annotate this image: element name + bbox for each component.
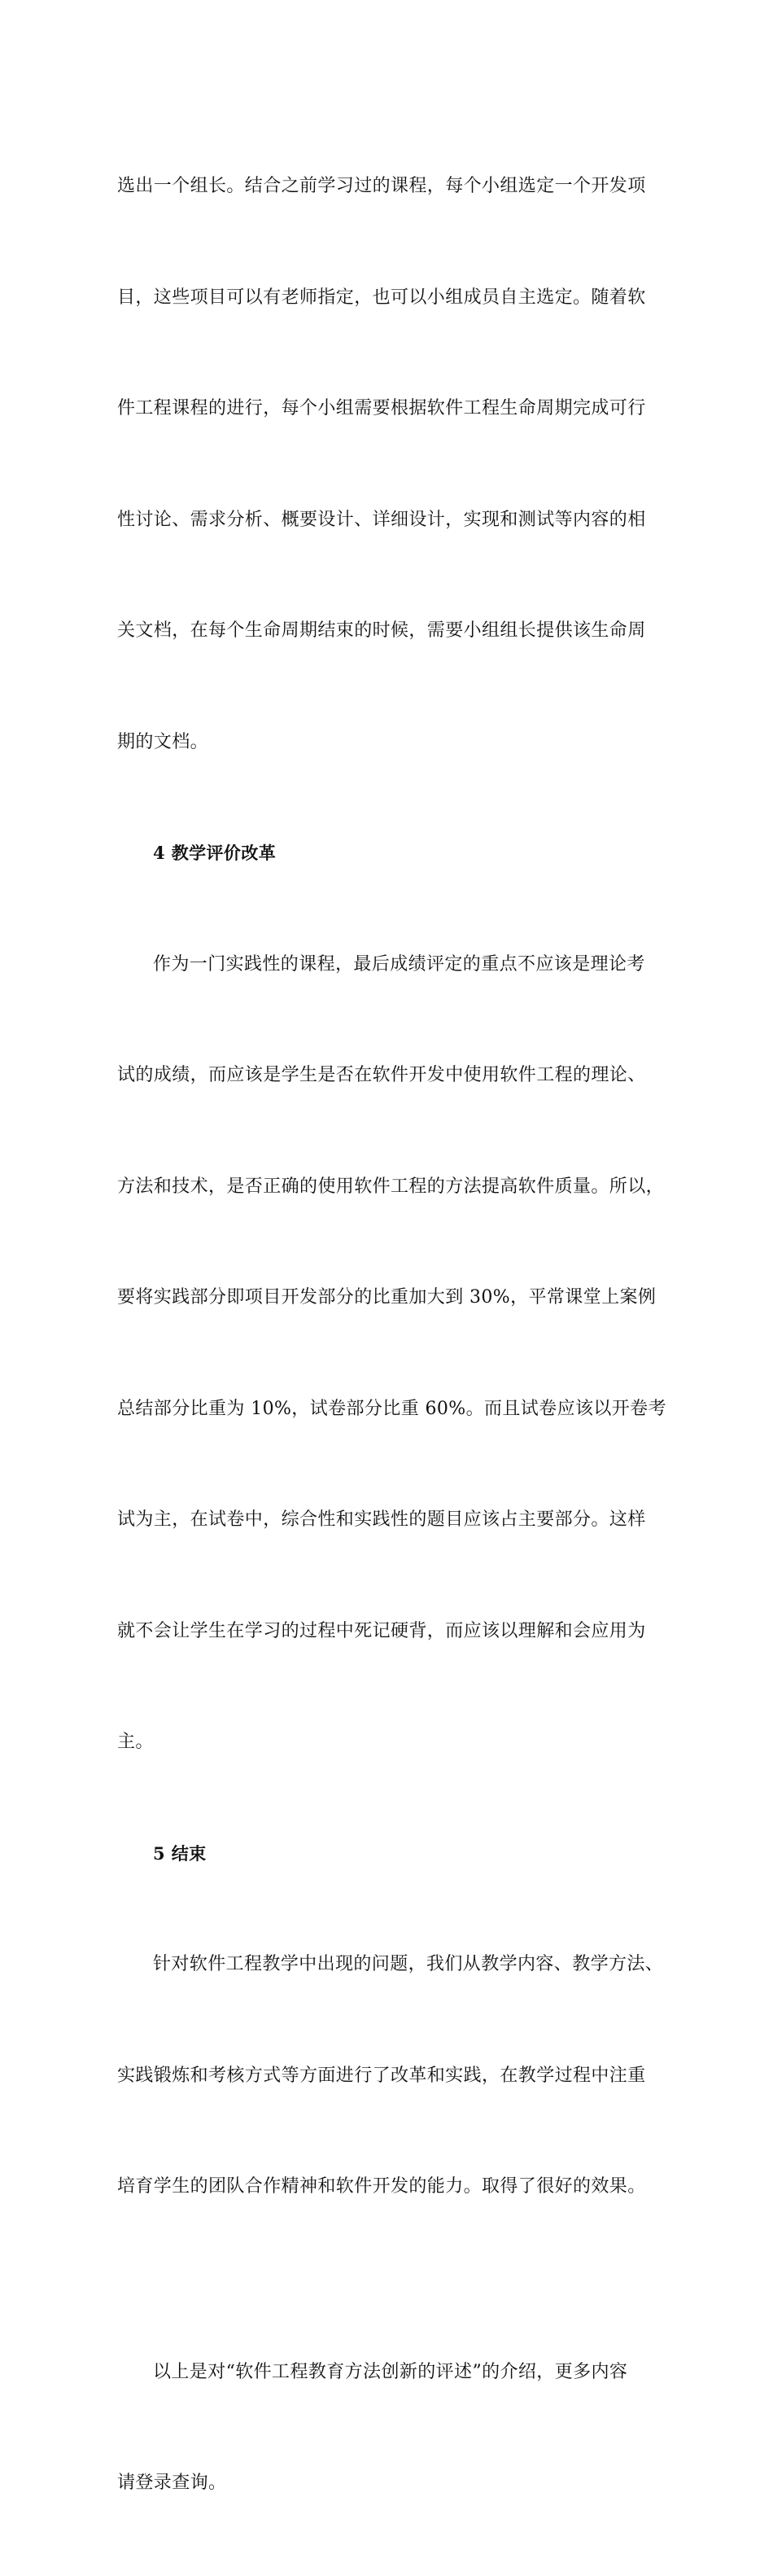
text-line: 针对软件工程教学中出现的问题，我们从教学内容、教学方法、	[153, 1954, 664, 1974]
section-heading-evaluation-reform: 4 教学评价改革	[153, 843, 277, 863]
text-line: 方法和技术，是否正确的使用软件工程的方法提高软件质量。所以，	[117, 1176, 665, 1197]
text-line: 期的文档。	[117, 731, 209, 752]
text-line: 目，这些项目可以有老师指定，也可以小组成员自主选定。随着软	[117, 287, 646, 308]
text-line: 要将实践部分即项目开发部分的比重加大到 30%，平常课堂上案例	[117, 1287, 657, 1308]
text-line: 关文档，在每个生命周期结束的时候，需要小组组长提供该生命周	[117, 620, 646, 641]
text-line: 总结部分比重为 10%，试卷部分比重 60%。而且试卷应该以开卷考	[117, 1398, 666, 1419]
text-line: 培育学生的团队合作精神和软件开发的能力。取得了很好的效果。	[117, 2176, 646, 2197]
paragraph-conclusion	[117, 1872, 679, 2280]
text-line: 实践锻炼和考核方式等方面进行了改革和实践，在教学过程中注重	[117, 2065, 646, 2086]
text-line: 性讨论、需求分析、概要设计、详细设计，实现和测试等内容的相	[117, 509, 646, 530]
text-line: 件工程课程的进行，每个小组需要根据软件工程生命周期完成可行	[117, 398, 646, 418]
text-line: 就不会让学生在学习的过程中死记硬背，而应该以理解和会应用为	[117, 1620, 646, 1641]
paragraph-group-roles	[117, 94, 679, 835]
text-line: 试的成绩，而应该是学生是否在软件开发中使用软件工程的理论、	[117, 1065, 646, 1085]
text-line: 以上是对“软件工程教育方法创新的评述”的介绍，更多内容	[153, 2361, 628, 2382]
paragraph-evaluation	[117, 872, 679, 1835]
paragraph-closing-note	[117, 2280, 679, 2576]
section-heading-conclusion: 5 结束	[153, 1842, 207, 1864]
text-line: 选出一个组长。结合之前学习过的课程，每个小组选定一个开发项	[117, 176, 646, 196]
text-line: 主。	[117, 1732, 154, 1752]
text-line: 作为一门实践性的课程，最后成绩评定的重点不应该是理论考	[153, 953, 645, 975]
document-body	[117, 94, 679, 2576]
text-line: 请登录查询。	[117, 2473, 227, 2493]
text-line: 试为主，在试卷中，综合性和实践性的题目应该占主要部分。这样	[117, 1509, 646, 1530]
